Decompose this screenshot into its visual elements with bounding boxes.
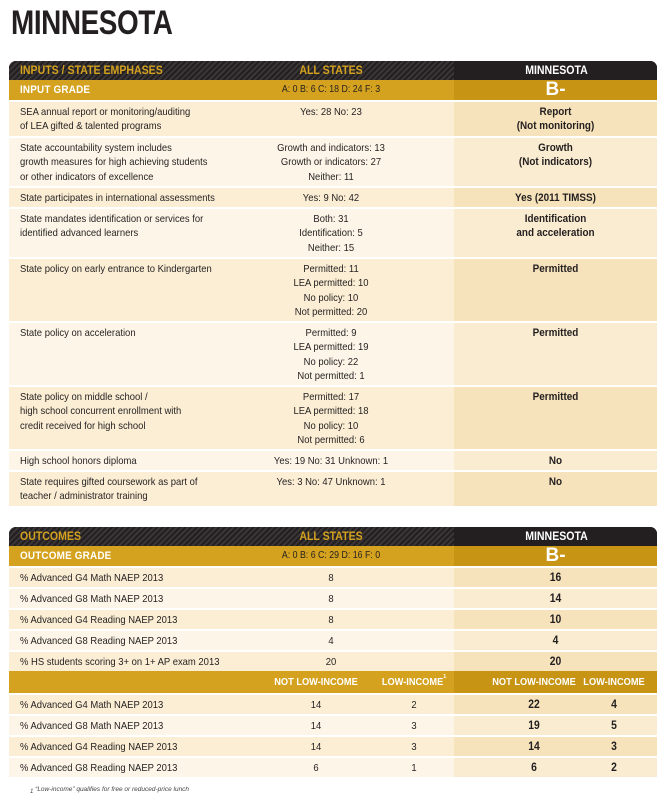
row-label xyxy=(20,475,198,504)
row-label: % Advanced G8 Reading NAEP 2013 xyxy=(20,762,178,774)
row-label-line: teacher / administrator training xyxy=(20,490,148,503)
state-value-line: (Not monitoring) xyxy=(516,120,595,133)
table-row xyxy=(9,566,657,587)
row-label-line: State mandates identification or services for xyxy=(20,213,204,225)
state-value xyxy=(464,212,647,241)
all-states-line: Growth or indicators: 27 xyxy=(280,156,382,169)
state-value-line: Report xyxy=(539,106,572,118)
all-low-income-value: 1 xyxy=(411,762,417,774)
outcome-grade-row xyxy=(9,546,657,566)
inputs-header-label: INPUTS / STATE EMPHASES xyxy=(20,63,163,77)
all-states-line: Growth and indicators: 13 xyxy=(277,142,385,154)
income-header-all-low: LOW-INCOME$^1$ xyxy=(381,674,447,688)
income-header-all-not-low: NOT LOW-INCOME xyxy=(274,676,358,688)
table-row xyxy=(9,608,657,629)
state-value-line: Permitted xyxy=(532,327,579,339)
all-states-line: LEA permitted: 10 xyxy=(293,277,369,290)
state-value xyxy=(464,454,647,468)
table-row xyxy=(9,257,657,321)
all-states-line: LEA permitted: 19 xyxy=(293,341,369,354)
table-row xyxy=(9,587,657,608)
table-row xyxy=(9,714,657,735)
all-low-income-value: 3 xyxy=(411,720,417,732)
all-states-line: Permitted: 9 xyxy=(305,327,357,339)
all-states-line: Neither: 11 xyxy=(308,170,354,183)
outcome-grade-value: B- xyxy=(454,546,657,566)
all-states-line: Yes: 19 No: 31 Unknown: 1 xyxy=(273,455,389,467)
row-label xyxy=(20,212,203,241)
income-subheader xyxy=(9,671,657,693)
state-value: 14 xyxy=(549,593,562,605)
all-states-line: Identification: 5 xyxy=(299,227,363,240)
inputs-header xyxy=(9,61,657,80)
all-states-line: LEA permitted: 18 xyxy=(293,405,369,418)
all-states-line: Not permitted: 20 xyxy=(294,305,368,318)
row-label-line: State participates in international assessments xyxy=(20,192,215,204)
all-states-line: No policy: 22 xyxy=(303,355,359,368)
all-states-line: Yes: 28 No: 23 xyxy=(300,106,362,118)
state-value: 16 xyxy=(549,572,562,584)
row-label: % Advanced G8 Math NAEP 2013 xyxy=(20,720,164,732)
row-label xyxy=(20,262,212,276)
state-value-line: Growth xyxy=(538,142,573,154)
all-states-line: Both: 31 xyxy=(313,213,349,225)
state-value xyxy=(464,191,647,205)
state-value-line: No xyxy=(548,455,563,467)
all-states-line: No policy: 10 xyxy=(303,291,359,304)
table-row xyxy=(9,100,657,136)
state-low-income-value: 4 xyxy=(611,699,617,711)
outcomes-header-all-states: ALL STATES xyxy=(299,529,363,543)
row-label-line: high school concurrent enrollment with xyxy=(20,405,182,418)
all-states-value: 8 xyxy=(328,572,334,584)
all-states-line: Permitted: 11 xyxy=(303,263,359,275)
table-row xyxy=(9,693,657,714)
row-label: % Advanced G4 Math NAEP 2013 xyxy=(20,572,164,584)
row-label xyxy=(20,326,136,340)
page-title: MINNESOTA xyxy=(11,4,173,42)
state-value-line: (Not indicators) xyxy=(518,156,593,169)
row-label-line: State policy on middle school / xyxy=(20,391,148,403)
input-grade-row xyxy=(9,80,657,100)
row-label-line: SEA annual report or monitoring/auditing xyxy=(20,106,191,118)
all-states-line: Neither: 15 xyxy=(307,241,355,254)
all-states-value: 4 xyxy=(328,635,334,647)
inputs-table xyxy=(9,61,657,506)
inputs-header-state: MINNESOTA xyxy=(525,63,588,77)
row-label xyxy=(20,191,215,205)
table-row xyxy=(9,186,657,207)
row-label: % Advanced G4 Math NAEP 2013 xyxy=(20,699,164,711)
state-low-income-value: 5 xyxy=(611,720,617,732)
state-value-line: No xyxy=(548,476,563,488)
state-low-income-value: 3 xyxy=(611,741,617,753)
all-states-line: Yes: 3 No: 47 Unknown: 1 xyxy=(276,476,386,488)
all-states-value xyxy=(241,326,421,383)
all-states-value xyxy=(241,141,421,184)
row-label-line: of LEA gifted & talented programs xyxy=(20,120,162,133)
state-value xyxy=(464,326,647,340)
table-row xyxy=(9,735,657,756)
table-row xyxy=(9,470,657,506)
table-row xyxy=(9,650,657,671)
table-row xyxy=(9,321,657,385)
all-states-value xyxy=(241,105,421,119)
table-row xyxy=(9,207,657,257)
state-value: 20 xyxy=(549,656,562,668)
all-not-low-income-value: 14 xyxy=(310,720,322,732)
all-states-value: 8 xyxy=(328,614,334,626)
all-states-line: Not permitted: 1 xyxy=(297,369,365,382)
all-states-value: 20 xyxy=(325,656,337,668)
all-states-value xyxy=(241,212,421,255)
all-not-low-income-value: 14 xyxy=(310,699,322,711)
state-low-income-value: 2 xyxy=(611,762,617,774)
income-header-footnote-mark: 1 xyxy=(443,674,447,680)
all-states-line: Yes: 9 No: 42 xyxy=(302,192,360,204)
all-low-income-value: 2 xyxy=(411,699,417,711)
all-states-value: 8 xyxy=(328,593,334,605)
all-not-low-income-value: 6 xyxy=(313,762,319,774)
row-label-line: credit received for high school xyxy=(20,419,146,432)
row-label: % Advanced G4 Reading NAEP 2013 xyxy=(20,614,178,626)
state-value xyxy=(464,262,647,276)
table-row xyxy=(9,449,657,470)
outcomes-header-label: OUTCOMES xyxy=(20,529,82,543)
income-header-state-not-low: NOT LOW-INCOME xyxy=(492,676,576,688)
state-not-low-income-value: 19 xyxy=(528,720,540,732)
all-states-value xyxy=(241,475,421,489)
all-not-low-income-value: 14 xyxy=(310,741,322,753)
table-row xyxy=(9,629,657,650)
all-states-line: Not permitted: 6 xyxy=(297,433,365,446)
state-value-line: Permitted xyxy=(532,263,579,275)
table-row xyxy=(9,136,657,186)
row-label-line: State policy on early entrance to Kindergarten xyxy=(20,263,212,275)
state-not-low-income-value: 14 xyxy=(528,741,540,753)
state-value xyxy=(464,141,647,170)
table-row xyxy=(9,756,657,777)
income-header-state-low: LOW-INCOME xyxy=(583,676,645,688)
row-label: % HS students scoring 3+ on 1+ AP exam 2013 xyxy=(20,656,220,668)
all-states-value xyxy=(241,454,421,468)
row-label: % Advanced G4 Reading NAEP 2013 xyxy=(20,741,178,753)
row-label-line: High school honors diploma xyxy=(20,455,137,467)
row-label-line: State requires gifted coursework as part of xyxy=(20,476,198,488)
all-states-line: No policy: 10 xyxy=(303,419,359,432)
outcomes-header-state: MINNESOTA xyxy=(525,529,588,543)
state-value xyxy=(464,390,647,404)
row-label-line: State accountability system includes xyxy=(20,142,172,154)
input-grade-label: INPUT GRADE xyxy=(20,84,91,96)
row-label xyxy=(20,390,181,433)
state-value: 4 xyxy=(552,635,559,647)
table-row xyxy=(9,385,657,449)
row-label-line: identified advanced learners xyxy=(20,227,139,240)
row-label: % Advanced G8 Reading NAEP 2013 xyxy=(20,635,178,647)
outcome-grade-label: OUTCOME GRADE xyxy=(20,550,112,562)
outcomes-table xyxy=(9,527,657,777)
state-value: 10 xyxy=(549,614,562,626)
inputs-header-all-states: ALL STATES xyxy=(299,63,363,77)
state-not-low-income-value: 22 xyxy=(528,699,540,711)
state-value xyxy=(464,475,647,489)
row-label xyxy=(20,105,190,134)
row-label xyxy=(20,141,208,184)
row-label: % Advanced G8 Math NAEP 2013 xyxy=(20,593,164,605)
all-states-value xyxy=(241,191,421,205)
outcome-grade-distribution: A: 0 B: 6 C: 29 D: 16 F: 0 xyxy=(281,550,381,561)
footnote: 1 “Low-income” qualifies for free or reduced-price lunch xyxy=(30,786,190,795)
state-value xyxy=(464,105,647,134)
state-not-low-income-value: 6 xyxy=(531,762,537,774)
row-label xyxy=(20,454,137,468)
row-label-line: growth measures for high achieving students xyxy=(20,156,208,169)
row-label-line: or other indicators of excellence xyxy=(20,170,154,183)
all-states-value xyxy=(241,390,421,447)
state-value-line: Identification xyxy=(524,213,587,225)
state-value-line: Yes (2011 TIMSS) xyxy=(515,192,596,204)
state-value-line: Permitted xyxy=(532,391,579,403)
all-states-value xyxy=(241,262,421,319)
outcomes-header xyxy=(9,527,657,546)
input-grade-distribution: A: 0 B: 6 C: 18 D: 24 F: 3 xyxy=(281,84,381,95)
all-states-line: Permitted: 17 xyxy=(302,391,360,403)
all-low-income-value: 3 xyxy=(411,741,417,753)
row-label-line: State policy on acceleration xyxy=(20,327,136,339)
state-value-line: and acceleration xyxy=(516,227,595,240)
input-grade-value: B- xyxy=(454,80,657,100)
